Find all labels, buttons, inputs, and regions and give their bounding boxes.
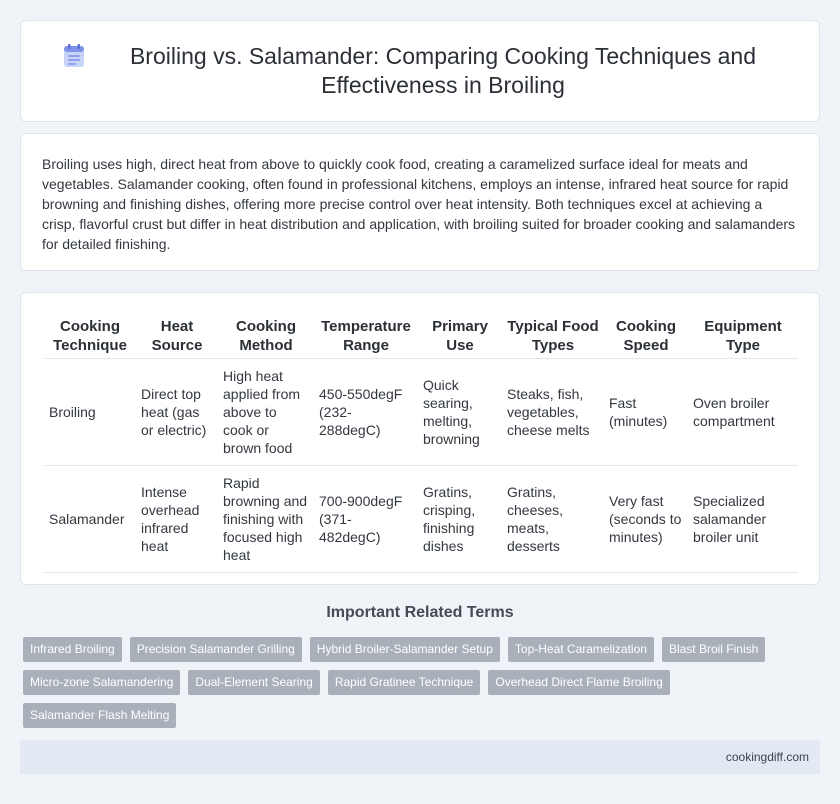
comparison-table (44, 315, 798, 573)
header-cooking-method: Cooking Method (218, 315, 314, 359)
related-term-tag[interactable]: Precision Salamander Grilling (130, 637, 302, 662)
table-cell: Very fast (seconds to minutes) (604, 466, 688, 573)
table-cell: Rapid browning and finishing with focused high heat (218, 466, 314, 573)
related-term-tag[interactable]: Micro-zone Salamandering (23, 670, 180, 695)
comparison-table-card (20, 292, 820, 585)
table-cell: Broiling (44, 359, 136, 466)
related-term-tag[interactable]: Rapid Gratinee Technique (328, 670, 481, 695)
related-term-tag[interactable]: Infrared Broiling (23, 637, 122, 662)
related-term-tag[interactable]: Top-Heat Caramelization (508, 637, 654, 662)
title-card (20, 20, 820, 122)
page-title: Broiling vs. Salamander: Comparing Cooking Techniques and Effectiveness in Broiling (129, 43, 757, 98)
footer (20, 740, 820, 774)
table-cell: Salamander (44, 466, 136, 573)
document-icon (61, 43, 87, 69)
table-cell: Fast (minutes) (604, 359, 688, 466)
header-primary-use: Primary Use (418, 315, 502, 359)
header-cooking-speed: Cooking Speed (604, 315, 688, 359)
table-row (44, 359, 798, 466)
intro-paragraph: Broiling uses high, direct heat from above to quickly cook food, creating a caramelized surface ideal for meats and vegetables. Salamander cooking, often found in professional kitchens, employs an intense, infrared heat source for rapid browning and finishing dishes, offering more precise control over heat intensity. Both techniques excel at achieving a crisp, flavorful crust but differ in heat distribution and application, with broiling suited for broader cooking and salamanders for detailed finishing. (42, 156, 796, 252)
table-cell: Intense overhead infrared heat (136, 466, 218, 573)
header-cooking-technique: Cooking Technique (44, 315, 136, 359)
related-terms-heading: Important Related Terms (326, 604, 514, 621)
related-term-tag[interactable]: Salamander Flash Melting (23, 703, 176, 728)
related-term-tag[interactable]: Dual-Element Searing (188, 670, 319, 695)
intro-card (20, 133, 820, 271)
footer-site-link[interactable]: cookingdiff.com (725, 750, 809, 764)
table-row (44, 466, 798, 573)
table-cell: Oven broiler compartment (688, 359, 798, 466)
table-cell: Gratins, crisping, finishing dishes (418, 466, 502, 573)
header-equipment-type: Equipment Type (688, 315, 798, 359)
table-cell: Quick searing, melting, browning (418, 359, 502, 466)
table-cell: Direct top heat (gas or electric) (136, 359, 218, 466)
table-cell: Gratins, cheeses, meats, desserts (502, 466, 604, 573)
table-header-row (44, 315, 798, 359)
header-typical-food-types: Typical Food Types (502, 315, 604, 359)
table-cell: High heat applied from above to cook or brown food (218, 359, 314, 466)
table-cell: 450-550degF (232-288degC) (314, 359, 418, 466)
related-term-tag[interactable]: Hybrid Broiler-Salamander Setup (310, 637, 500, 662)
table-cell: Steaks, fish, vegetables, cheese melts (502, 359, 604, 466)
related-term-tag[interactable]: Overhead Direct Flame Broiling (488, 670, 669, 695)
header-temperature-range: Temperature Range (314, 315, 418, 359)
related-terms-list (23, 637, 783, 736)
header-heat-source: Heat Source (136, 315, 218, 359)
related-term-tag[interactable]: Blast Broil Finish (662, 637, 765, 662)
table-cell: 700-900degF (371-482degC) (314, 466, 418, 573)
table-cell: Specialized salamander broiler unit (688, 466, 798, 573)
